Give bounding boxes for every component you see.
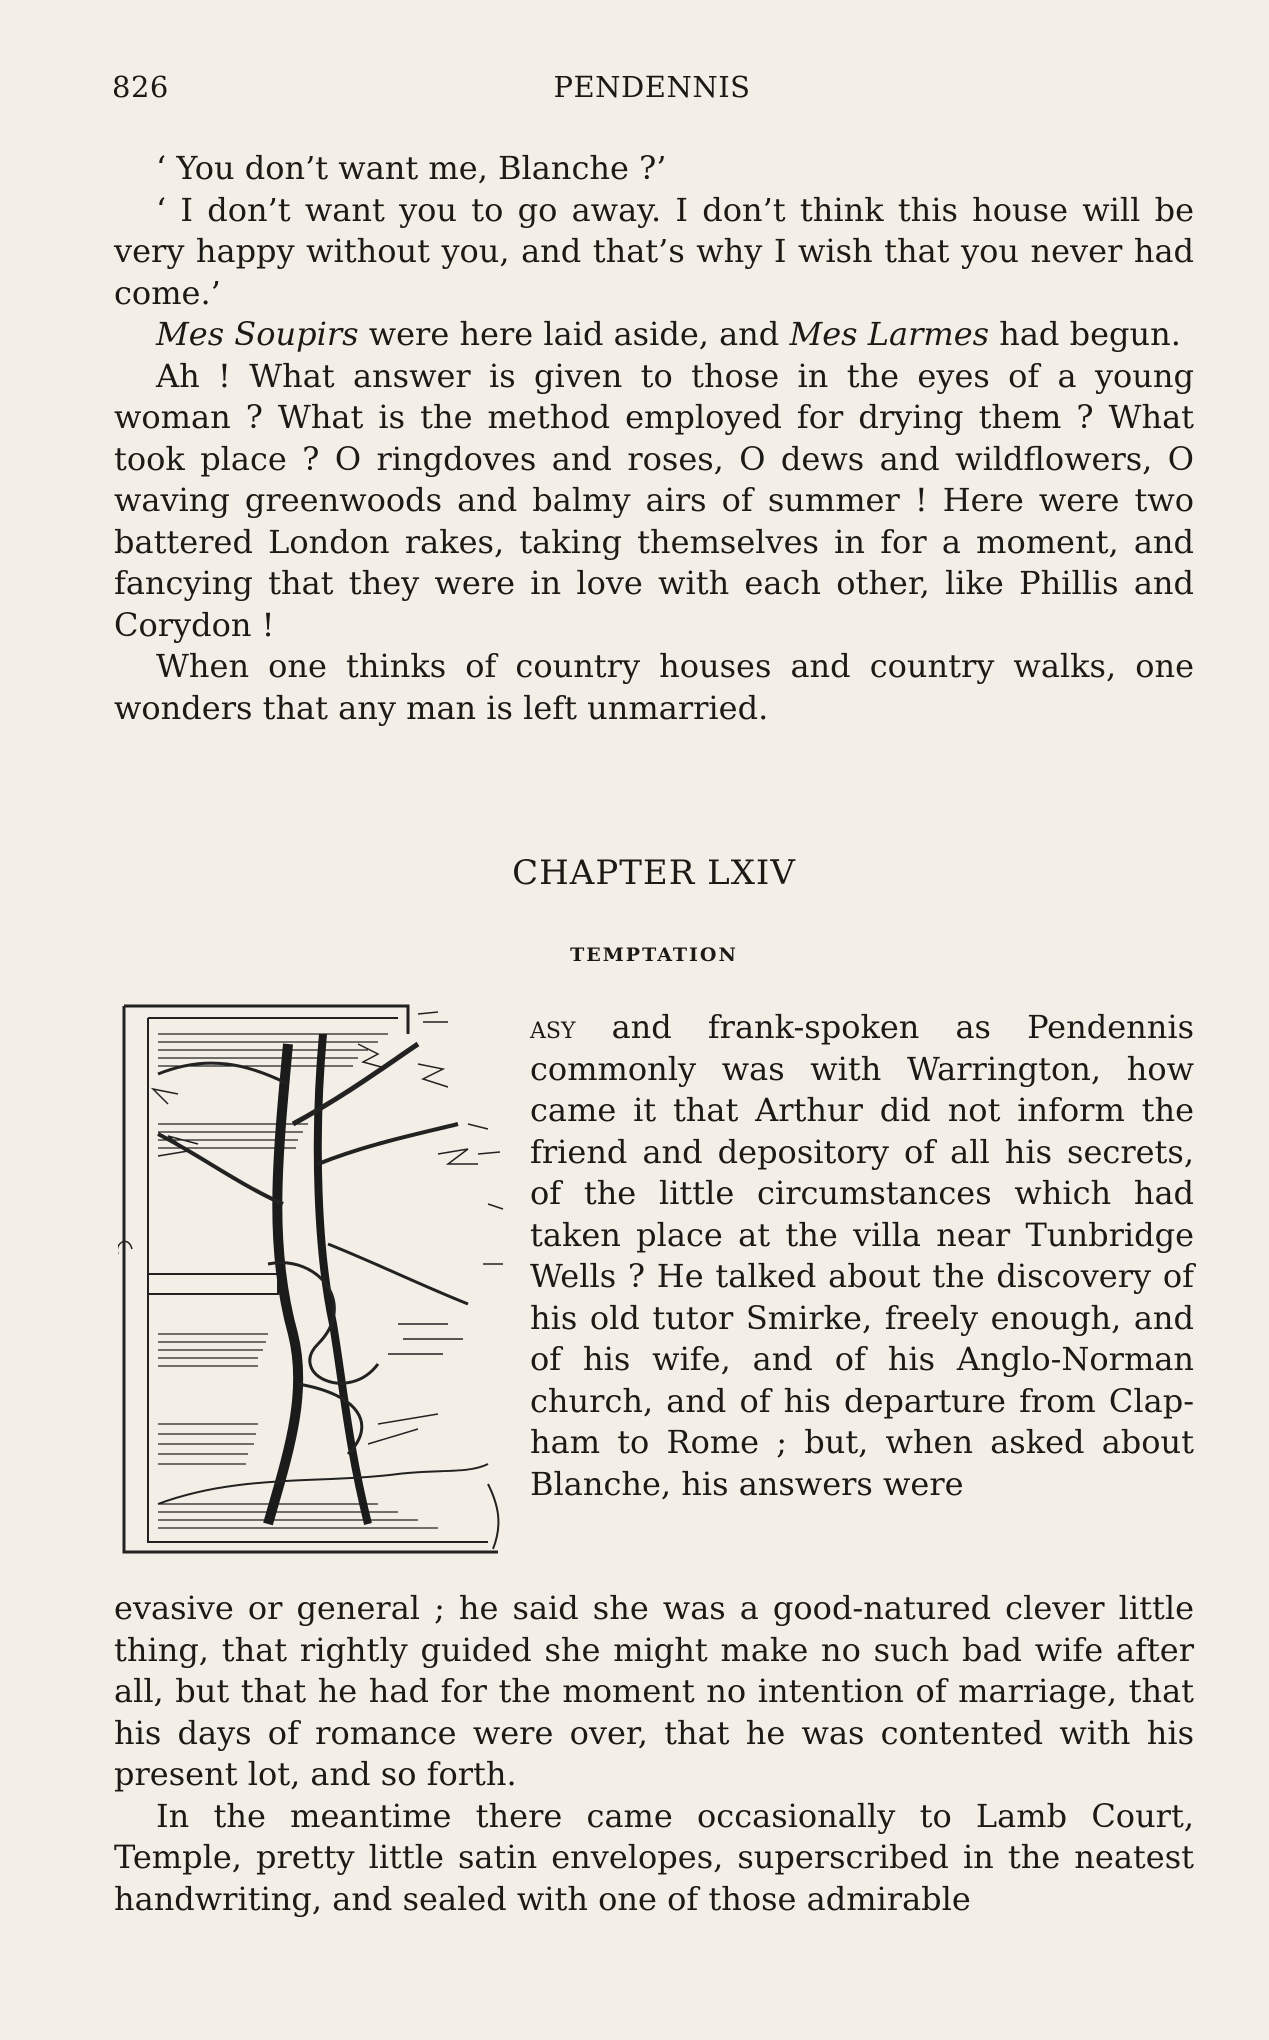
paragraph: evasive or general ; he said she was a good-natured clever little thing, that rightly guided she might make no such bad wife after all, but that he had for the moment no intention of marriage, that his days of romance were over, that he was contented with his present lot, and so forth. [114, 1589, 1194, 1793]
top-text-block [114, 148, 1194, 729]
page-number: 826 [112, 70, 169, 104]
chapter-title: CHAPTER LXIV [512, 853, 796, 893]
italic-phrase: Mes Larmes [789, 315, 990, 353]
paragraph: When one thinks of country houses and country walks, one wonders that any man is left unmarried. [114, 647, 1194, 727]
chapter-subtitle: TEMPTATION [570, 944, 738, 966]
paragraph: ‘ You don’t want me, Blanche ?’ [156, 149, 667, 187]
paragraph-text: were here laid aside, and [358, 315, 790, 353]
chapter-opening-text [530, 1007, 1194, 1505]
paragraph [530, 1007, 1194, 1505]
chapter-continuation-text [114, 1588, 1194, 1920]
drop-cap-continuation: asy [530, 1008, 576, 1046]
page-header [112, 70, 1192, 110]
running-title: PENDENNIS [553, 70, 751, 104]
decorated-initial-e-tree-engraving-icon [118, 1004, 508, 1556]
paragraph-text: had begun. [989, 315, 1181, 353]
paragraph: In the meantime there came occasionally to Lamb Court, Temple, pretty little satin envelopes, superscribed in the neatest handwriting, and sealed with one of those admirable [114, 1796, 1194, 1918]
paragraph [114, 314, 1194, 356]
paragraph: Ah ! What answer is given to those in the eyes of a young woman ? What is the method employed for drying them ? What took place ? O ringdoves and roses, O dews and wildflowers, O waving greenwoods and balmy airs of summer ! Here were two battered London rakes, taking themselves in for a moment, and fancying that they were in love with each other, like Phillis and Corydon ! [114, 356, 1194, 644]
paragraph: ‘ I don’t want you to go away. I don’t think this house will be very happy without you, and that’s why I wish that you never had come.’ [114, 190, 1194, 312]
italic-phrase: Mes Soupirs [156, 315, 359, 353]
paragraph-text: and frank-spoken as Pendennis commonly was with Warrington, how came it that Arthur did not inform the friend and depository of all his secrets, of the little circumstances which had taken place at the villa near Tunbridge Wells ? He talked about the discovery of his old tutor Smirke, freely enough, and of his wife, and of his Anglo-Norman church, and of his departure from Clapham to Rome ; but, when asked about Blanche, his answers were [530, 1008, 1194, 1503]
